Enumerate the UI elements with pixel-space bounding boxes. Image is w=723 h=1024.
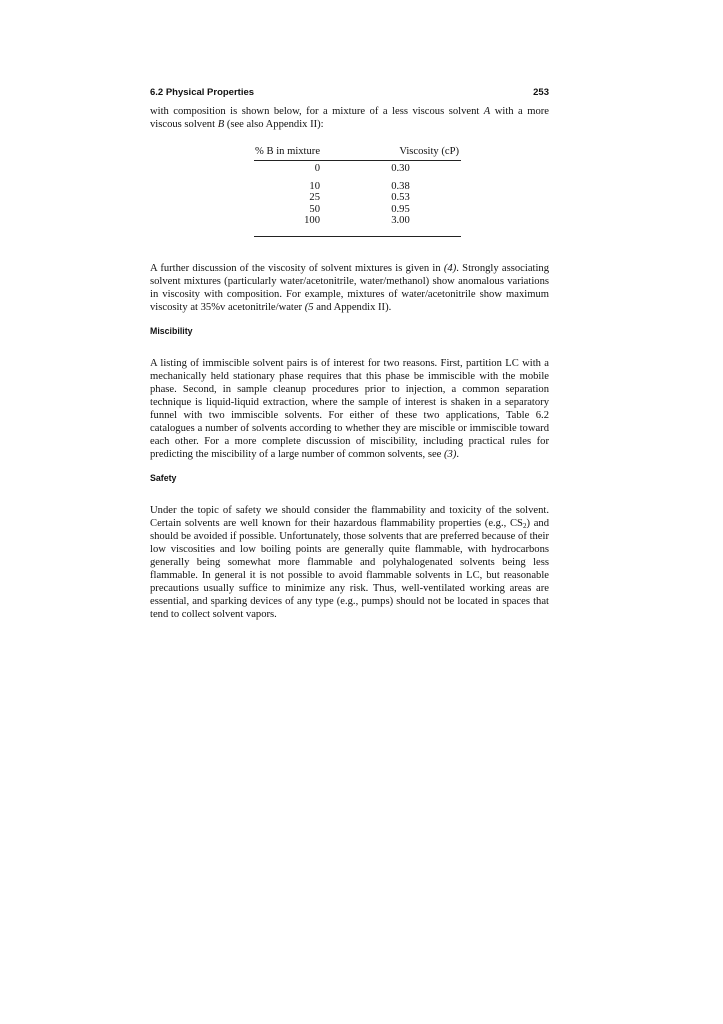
percent-b-cell: 25 <box>309 192 320 204</box>
page-number: 253 <box>533 87 549 98</box>
table-body <box>254 161 461 236</box>
viscosity-cell: 0.30 <box>391 163 410 174</box>
table-row <box>254 163 461 175</box>
solvent-b-symbol: B <box>217 119 225 130</box>
table-row <box>254 181 461 193</box>
paragraph-text: . Strongly associating solvent mixtures (particularly water/acetonitrile, water/methanol) show anomalous variations in viscosity with composition. For example, mixtures of water/acetonitrile show maximum viscosity at 35%v acetonitrile/water <box>150 262 549 313</box>
table-row <box>254 204 461 216</box>
viscosity-table <box>254 143 461 237</box>
subscript: 2 <box>522 521 527 530</box>
percent-b-cell: 100 <box>304 215 320 227</box>
header-percent-b: % B in mixture <box>255 146 321 157</box>
table-header <box>254 143 461 160</box>
book-page <box>150 86 549 621</box>
header-viscosity: Viscosity (cP) <box>399 146 459 157</box>
section-heading: 6.2 Physical Properties <box>150 87 255 98</box>
table-row <box>254 192 461 204</box>
percent-b-cell: 50 <box>309 203 320 215</box>
percent-b-cell: 0 <box>314 163 320 174</box>
intro-paragraph <box>150 105 549 131</box>
paragraph-text: A listing of immiscible solvent pairs is of interest for two reasons. First, partition LC with a mechanically held stationary phase requires that this phase be immiscible with the mobile phase. Second, in sample cleanup procedures prior to injection, a common separation technique is liquid-liquid extraction, where the sample of interest is shaken in a separatory funnel with two immiscible solvents. For either of these two applications, Table 6.2 catalogues a number of solvents according to whether they are miscible or immiscible toward each other. For a more complete discussion of miscibility, including practical rules for predicting the miscibility of a large number of common solvents, see <box>150 357 549 460</box>
viscosity-cell: 0.95 <box>391 203 410 215</box>
viscosity-cell: 3.00 <box>391 215 410 227</box>
paragraph-text: Under the topic of safety we should consider the flammability and toxicity of the solvent. Certain solvents are well known for their hazardous flammability properties (e.g., CS <box>150 504 549 529</box>
reference-citation: (5 <box>304 301 314 313</box>
reference-citation: (3) <box>444 448 457 460</box>
paragraph-text: . <box>456 448 460 460</box>
viscosity-cell: 0.38 <box>391 180 410 192</box>
safety-paragraph <box>150 504 549 621</box>
solvent-a-symbol: A <box>483 106 491 117</box>
intro-text: (see also Appendix II): <box>224 119 324 130</box>
intro-text: with composition is shown below, for a mixture of a less viscous solvent <box>150 106 484 117</box>
reference-citation: (4) <box>443 262 457 274</box>
viscosity-cell: 0.53 <box>391 192 410 204</box>
intro-text: with a more viscous solvent <box>150 106 549 130</box>
viscosity-discussion-paragraph <box>150 262 549 314</box>
miscibility-paragraph <box>150 357 549 461</box>
miscibility-heading: Miscibility <box>150 325 193 336</box>
running-head <box>150 86 549 100</box>
table-row <box>254 215 461 227</box>
paragraph-text: ) and should be avoided if possible. Unfortunately, those solvents that are preferred because of their low viscosities and low boiling points are generally quite flammable, with hydrocarbons generally being somewhat more flammable and polyhalogenated solvents being less flammable. In general it is not possible to avoid flammable solvents in LC, but reasonable precautions usually suffice to minimize any risk. Thus, well-ventilated working areas are essential, and sparking devices of any type (e.g., pumps) should not be located in spaces that tend to collect solvent vapors. <box>150 517 549 620</box>
paragraph-text: and Appendix II). <box>313 301 392 313</box>
percent-b-cell: 10 <box>309 180 320 192</box>
safety-heading: Safety <box>150 472 177 483</box>
paragraph-text: A further discussion of the viscosity of solvent mixtures is given in <box>150 262 444 274</box>
